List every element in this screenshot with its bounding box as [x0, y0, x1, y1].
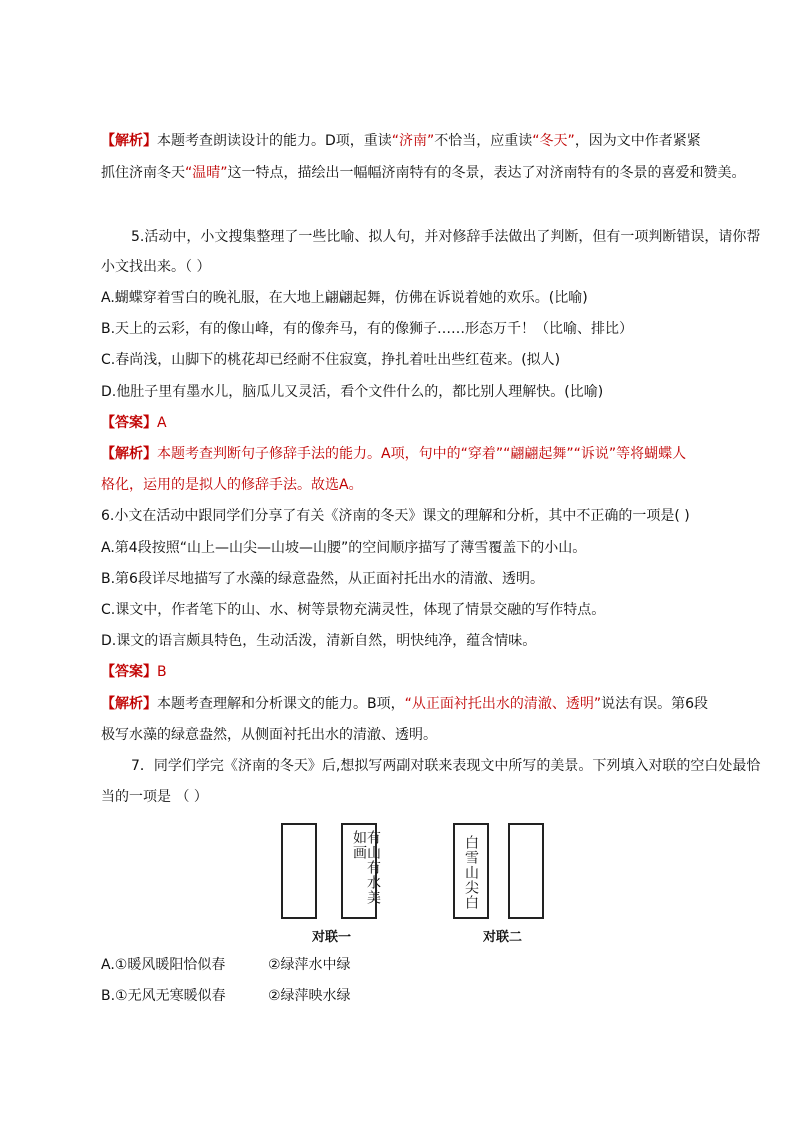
analysis-text: 不恰当，应重读	[434, 133, 533, 149]
highlight-text: “济南”	[391, 133, 435, 149]
q6-stem: 6.小文在活动中跟同学们分享了有关《济南的冬天》课文的理解和分析，其中不正确的一项是( )	[101, 508, 690, 524]
q6-option-a: A.第4段按照“山上—山尖—山坡—山腰”的空间顺序描写了薄雪覆盖下的小山。	[101, 540, 587, 556]
q5-option-b: B.天上的云彩，有的像山峰，有的像奔马，有的像狮子……形态万千！（比喻、排比）	[101, 321, 634, 337]
q7-option-b-part2: ②绿萍映水绿	[268, 988, 351, 1004]
q7-stem-line-1: 7．同学们学完《济南的冬天》后,想拟写两副对联来表现文中所写的美景。下列填入对联的空白处最恰	[131, 758, 761, 774]
q6-option-d: D.课文的语言颇具特色，生动活泼，清新自然，明快纯净，蕴含情味。	[101, 633, 537, 649]
highlight-text: “穿着”“翩翩起舞”“诉说”	[460, 446, 617, 462]
q6-option-b: B.第6段详尽地描写了水藻的绿意盎然，从正面衬托出水的清澈、透明。	[101, 571, 544, 587]
couplet1-right-scroll	[341, 823, 381, 919]
q7-option-a-part1: A.①暖风暖阳恰似春	[101, 957, 226, 973]
couplet1-text: 有山有水美如画	[351, 830, 381, 905]
analysis-text: 这一特点，描绘出一幅幅济南特有的冬景，表达了对济南特有的冬景的喜爱和赞美。	[227, 165, 746, 181]
q5-option-a: A.蝴蝶穿着雪白的晚礼服，在大地上翩翩起舞，仿佛在诉说着她的欢乐。(比喻)	[101, 290, 588, 306]
q5-analysis-line-2: 格化，运用的是拟人的修辞手法。故选A。	[101, 477, 363, 493]
q7-option-a-part2: ②绿萍水中绿	[268, 957, 351, 973]
q5-stem-line-1: 5.活动中，小文搜集整理了一些比喻、拟人句，并对修辞手法做出了判断，但有一项判断错误，请你帮	[131, 229, 761, 245]
analysis-text: 说法有误。第6段	[601, 696, 709, 712]
analysis-text: 抓住济南冬天	[101, 165, 185, 181]
analysis-tag: 【解析】	[101, 696, 157, 712]
q6-analysis-line-1	[101, 694, 708, 714]
q6-analysis-line-2: 极写水藻的绿意盎然，从侧面衬托出水的清澈、透明。	[101, 727, 437, 743]
analysis-text: 本题考查朗读设计的能力。D项，重读	[157, 133, 392, 149]
couplet2-left-scroll	[453, 823, 489, 919]
couplet2-text: 白雪山尖白	[463, 835, 479, 910]
q4-analysis-line-1	[101, 131, 701, 151]
q5-option-d: D.他肚子里有墨水儿，脑瓜儿又灵活，看个文件什么的，都比别人理解快。(比喻)	[101, 384, 604, 400]
answer-value: A	[157, 415, 167, 431]
q7-stem-line-2: 当的一项是 （ ）	[101, 789, 208, 805]
answer-value: B	[157, 664, 167, 680]
highlight-text: “温晴”	[185, 165, 228, 181]
analysis-tag: 【解析】	[101, 133, 157, 149]
q7-option-b-part1: B.①无风无寒暖似春	[101, 988, 226, 1004]
couplet2-right-blank	[508, 823, 544, 919]
answer-tag: 【答案】	[101, 415, 157, 431]
analysis-tag: 【解析】	[101, 446, 157, 462]
q5-stem-line-2: 小文找出来。（ ）	[101, 259, 211, 275]
q5-option-c: C.春尚浅，山脚下的桃花却已经耐不住寂寞，挣扎着吐出些红苞来。(拟人)	[101, 352, 561, 368]
analysis-text: 等将蝴蝶人	[616, 446, 687, 462]
highlight-text: “冬天”	[532, 133, 575, 149]
analysis-text: 本题考查理解和分析课文的能力。B项，	[157, 696, 405, 712]
analysis-text: ，因为文中作者紧紧	[574, 133, 701, 149]
q5-analysis-line-1	[101, 444, 686, 464]
q6-answer	[101, 662, 167, 682]
analysis-text: 本题考查判断句子修辞手法的能力。A项，句中的	[157, 446, 461, 462]
answer-tag: 【答案】	[101, 664, 157, 680]
q5-answer	[101, 413, 167, 433]
couplet2-caption: 对联二	[483, 930, 523, 945]
couplet1-caption: 对联一	[312, 930, 352, 945]
couplet1-left-blank	[281, 823, 317, 919]
highlight-text: “从正面衬托出水的清澈、透明”	[404, 696, 602, 712]
q4-analysis-line-2	[101, 163, 746, 183]
q6-option-c: C.课文中，作者笔下的山、水、树等景物充满灵性，体现了情景交融的写作特点。	[101, 602, 606, 618]
